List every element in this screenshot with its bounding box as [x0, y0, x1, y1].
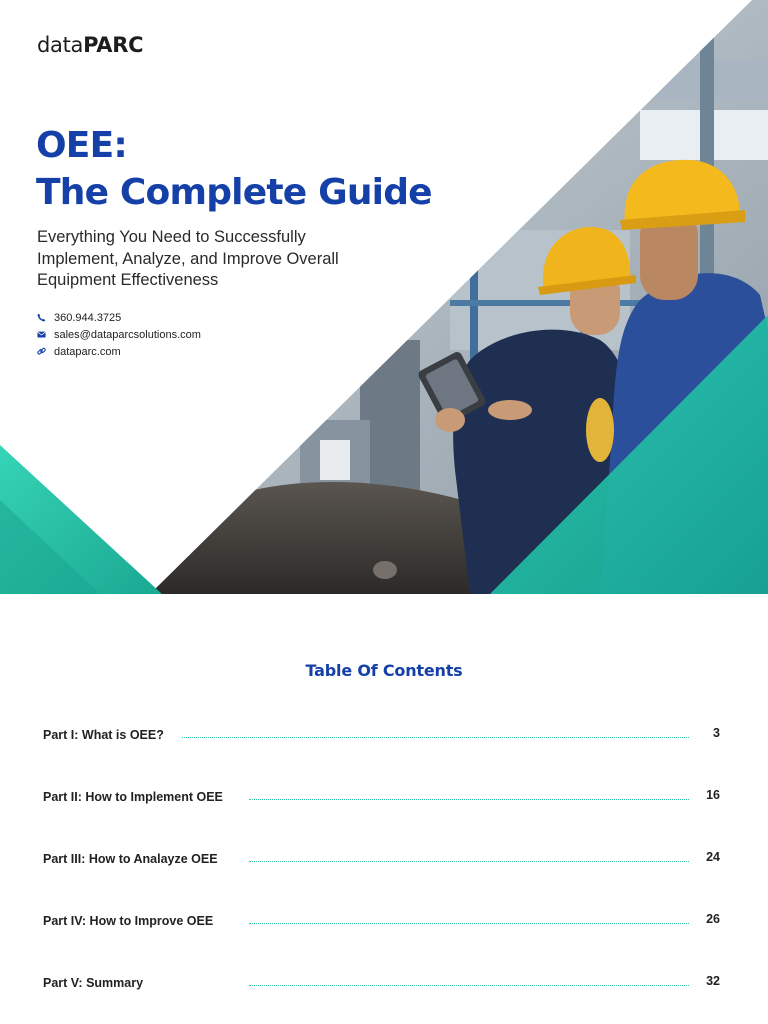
contact-email[interactable] — [37, 326, 201, 343]
toc-item-page: 16 — [706, 788, 720, 802]
toc-dot-leader — [249, 985, 689, 986]
toc-item-part-3[interactable] — [43, 852, 723, 874]
title-line-2: The Complete Guide — [36, 172, 432, 213]
phone-icon — [37, 309, 54, 326]
link-icon — [37, 343, 54, 360]
contact-phone-text: 360.944.3725 — [54, 311, 122, 324]
contact-phone[interactable] — [37, 309, 201, 326]
toc-item-label: Part IV: How to Improve OEE — [43, 914, 214, 928]
toc-item-label: Part II: How to Implement OEE — [43, 790, 223, 804]
contact-website[interactable] — [37, 343, 201, 360]
contact-website-text: dataparc.com — [54, 345, 121, 358]
toc-dot-leader — [182, 737, 689, 738]
toc-title: Table Of Contents — [305, 661, 463, 680]
toc-item-label: Part I: What is OEE? — [43, 728, 164, 742]
dataparc-logo — [37, 33, 143, 57]
guide-title — [36, 122, 506, 216]
toc-item-part-1[interactable] — [43, 728, 723, 750]
toc-item-page: 3 — [713, 726, 720, 740]
logo-text-regular: data — [37, 33, 84, 57]
toc-item-part-5[interactable] — [43, 976, 723, 998]
logo-text-bold: PARC — [83, 33, 144, 57]
toc-dot-leader — [249, 861, 689, 862]
toc-item-label: Part V: Summary — [43, 976, 144, 990]
email-icon — [37, 326, 54, 343]
toc-item-part-2[interactable] — [43, 790, 723, 812]
toc-item-page: 32 — [706, 974, 720, 988]
toc-item-page: 24 — [706, 850, 720, 864]
title-line-1: OEE: — [36, 125, 127, 166]
contact-list — [37, 309, 201, 360]
contact-email-text: sales@dataparcsolutions.com — [54, 328, 201, 341]
toc-item-page: 26 — [706, 912, 720, 926]
toc-dot-leader — [249, 923, 689, 924]
toc-item-label: Part III: How to Analayze OEE — [43, 852, 218, 866]
guide-subtitle: Everything You Need to Successfully Implement, Analyze, and Improve Overall Equipment Effectiveness — [37, 228, 339, 289]
toc-dot-leader — [249, 799, 689, 800]
toc-item-part-4[interactable] — [43, 914, 723, 936]
